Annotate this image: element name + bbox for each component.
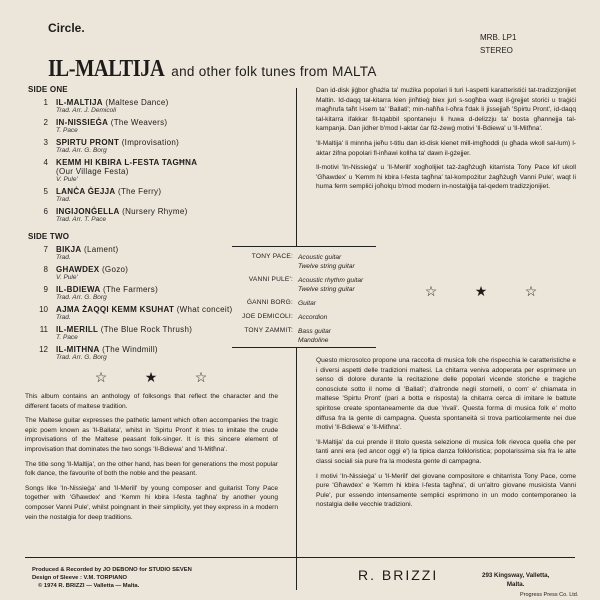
track-title: IL-MITHNA: [56, 345, 100, 354]
track-info: [56, 207, 188, 223]
track-subtitle: (What conceit): [176, 305, 233, 314]
notes-paragraph: The title song 'Il-Maltija', on the other hand, has been for generations the most popular folk dance, the favourite of both the noble and the peasant.: [25, 460, 278, 478]
track-title-line: [56, 245, 118, 254]
musician-instruments: [298, 253, 355, 271]
instrument: Twelve string guitar: [298, 263, 355, 270]
track-row: [28, 98, 278, 114]
track-credit: V. Pule': [56, 176, 78, 183]
star-filled-icon: ★: [474, 283, 488, 299]
notes-paragraph: Dan id-disk jiġbor għażla ta' mużika popolari li turi l-aspetti karatteristiċi tat-tradizzjonijiet Maltin. Id-daqq tal-kitarra kien jinħtieġ biex juri s-sogħba waqt il-ġrejjet storiċi u traġiċi magħrufa taħt l-isem ta' 'Ballati'; min-naħħa l-oħra f'dak li jissejjaħ 'Spirtu Pront', id-daqq tal-kitarra ifakkar fit-tqabbil spontaneju li huwa d-delizzju ta' bosta għannejja tal-kampanja. Dan jidher b'mod l-aktar ċar fiż-żewġ motivi 'Il-Bdiewa' u 'Il-Mitħna'.: [316, 87, 576, 133]
track-title-line: [56, 138, 179, 147]
musician-name: TONY ZAMMIT:: [244, 327, 293, 334]
track-title-line: [56, 285, 158, 294]
track-row: [28, 187, 278, 203]
track-credit: Trad.: [56, 254, 71, 261]
notes-paragraph: This album contains an anthology of folksongs that reflect the character and the different facets of maltese tradition.: [25, 393, 278, 410]
divider-vertical: [296, 347, 297, 590]
track-title-line: [56, 325, 192, 334]
musician-row: [232, 276, 382, 294]
star-outline-icon: ☆: [94, 369, 108, 385]
track-credit: Trad. Arr. G. Borg: [56, 354, 107, 361]
design-credit: Design of Sleeve : V.M. TORPIANO: [32, 575, 128, 581]
track-title: GHAWDEX: [56, 265, 100, 274]
track-title: SPIRTU PRONT: [56, 138, 120, 147]
musicians-credits: [232, 253, 382, 350]
instrument: Guitar: [298, 300, 316, 307]
track-info: [56, 98, 169, 114]
notes-paragraph: 'Il-Maltija' da cui prende il titolo questa selezione di musica folk rievoca quella che per tanti anni era (ed ancor oggi e') la tipica danza folkloristica; popolarissima sia fra le alte classi sociali sia pure fra la modesta gente di campagna.: [316, 438, 576, 465]
track-subtitle: (Gozo): [101, 265, 129, 274]
star-outline-icon: ☆: [524, 283, 538, 299]
publisher-address: [482, 571, 549, 589]
track-info: [56, 138, 179, 154]
record-label: Circle.: [48, 21, 85, 35]
notes-paragraph: The Maltese guitar expresses the pathetic lament which often accompanies the tragic epic poem known as 'Il-Ballata', whilst in 'Spirtu Pront' it tries to imitate the crude improvisations of the Maltese peasant folk-singer. It is this sincere element of improvisation that dominates the two songs 'Il-Bdiewa' and 'Il-Mitħna'.: [25, 417, 278, 453]
track-title-line: [56, 187, 161, 196]
side-one-list: [28, 98, 278, 223]
instrument: Acoustic rhythm guitar: [298, 277, 364, 284]
catalog-info: [480, 31, 516, 57]
track-credit: T. Pace: [56, 127, 78, 134]
track-credit: Trad.: [56, 314, 71, 321]
instrument: Acoustic guitar: [298, 254, 342, 261]
divider-horizontal: [25, 557, 575, 558]
track-number: 1: [43, 98, 48, 107]
track-title-line: [56, 207, 188, 216]
track-credit: T. Pace: [56, 334, 78, 341]
track-title: LANĊA ĠEJJA: [56, 187, 116, 196]
track-subtitle: (Maltese Dance): [105, 98, 169, 107]
title-main: IL-MALTIJA: [48, 56, 165, 82]
track-title-line: [56, 265, 128, 274]
track-number: 3: [43, 138, 48, 147]
track-info: [56, 285, 158, 301]
maltese-notes: [316, 86, 576, 197]
track-number: 8: [43, 265, 48, 274]
track-title: INGIJONĠELLA: [56, 207, 120, 216]
track-title: IL-MERILL: [56, 325, 99, 334]
track-info: [56, 118, 167, 134]
instrument: Mandoline: [298, 337, 329, 344]
producer-credit: Produced & Recorded by JO DEBONO for STUDIO SEVEN: [32, 567, 192, 573]
musician-name: TONY PACE:: [251, 253, 293, 260]
track-subtitle: (The Farmers): [103, 285, 159, 294]
track-title-line: [56, 98, 169, 107]
instrument: Twelve string guitar: [298, 286, 355, 293]
track-credit: Trad. Arr. G. Borg: [56, 147, 107, 154]
track-number: 7: [43, 245, 48, 254]
track-credit: Trad. Arr. T. Pace: [56, 216, 107, 223]
track-number: 10: [39, 305, 48, 314]
side-one-heading: SIDE ONE: [28, 85, 68, 94]
divider-horizontal: [232, 246, 376, 247]
divider-vertical: [296, 88, 297, 246]
track-subtitle: (The Ferry): [118, 187, 162, 196]
musician-row: [232, 327, 382, 345]
copyright: © 1974 R. BRIZZI — Valletta — Malta.: [38, 583, 140, 589]
publisher-name: R. BRIZZI: [358, 567, 439, 583]
track-credit: V. Pule': [56, 274, 78, 281]
track-title-line: [56, 158, 197, 176]
track-title: IN-NISSIEĠA: [56, 118, 109, 127]
track-subtitle: (Our Village Festa): [56, 167, 129, 176]
track-title: AJMA ŻAQQI KEMM KSUHAT: [56, 305, 175, 314]
track-title-line: [56, 305, 232, 314]
musician-instruments: [298, 313, 327, 322]
track-info: [56, 345, 158, 361]
notes-paragraph: Il-motivi 'In-Nissieġa' u 'Il-Merill' xogħolijiet taż-żagħżugħ kitarrista Tony Pace kif ukoll 'Għawdex' u 'Kemm hi kbira l-festa tagħna' tal-kompożitur żagħżugħ Vanni Pule', waqt li huma ferm sempliċi joħolqu b'mod modern in-nostalġija tal-qedem tradizzjonijiet.: [316, 164, 576, 191]
stars-right: [406, 283, 556, 300]
italian-notes: [316, 356, 576, 515]
track-title: IL-BDIEWA: [56, 285, 101, 294]
track-number: 5: [43, 187, 48, 196]
track-title-line: [56, 345, 158, 354]
notes-paragraph: Songs like 'In-Nissieġa' and 'Il-Merill' by young composer and guitarist Tony Pace together with 'Għawdex' and 'Kemm hi kbira l-festa tagħna' by another young composer Vanni Pule', whilst poingnant in their simplicity, yet they express in a modern vein the nostalgia for deep traditions.: [25, 484, 278, 521]
stars-left: [76, 369, 278, 386]
notes-paragraph: 'Il-Maltija' li minnha jieħu t-titlu dan id-disk kienet mill-imgħoddi (u għada wkoll sal-lum) l-aktar żifna popolari fl-inħawi kollha ta' dawn il-gżejjer.: [316, 139, 576, 157]
track-info: [56, 305, 232, 321]
musician-row: [232, 299, 382, 308]
musician-name: VANNI PULE':: [248, 276, 293, 283]
track-subtitle: (Lament): [84, 245, 119, 254]
catalog-number: MRB. LP1: [480, 33, 517, 42]
track-row: [28, 207, 278, 223]
track-title: KEMM HI KBIRA L-FESTA TAGĦNA: [56, 158, 198, 167]
printer-credit: Progress Press Co. Ltd.: [520, 592, 579, 598]
address-line: 293 Kingsway, Valletta,: [482, 572, 550, 579]
track-credit: Trad. Arr. G. Borg: [56, 294, 107, 301]
album-title: [48, 56, 377, 83]
stereo-label: STEREO: [480, 46, 513, 55]
title-sub: and other folk tunes from MALTA: [171, 64, 377, 79]
track-subtitle: (Improvisation): [121, 138, 180, 147]
track-credit: Trad. Arr. J. Demicoli: [56, 107, 117, 114]
track-title: BIKJA: [56, 245, 82, 254]
track-subtitle: (The Weavers): [110, 118, 168, 127]
track-number: 6: [43, 207, 48, 216]
instrument: Accordion: [298, 314, 328, 321]
star-outline-icon: ☆: [194, 369, 208, 385]
instrument: Bass guitar: [298, 328, 331, 335]
track-info: [56, 158, 197, 183]
musician-name: ĠANNI BORG:: [246, 299, 293, 306]
track-row: [28, 158, 278, 183]
musician-instruments: [298, 327, 331, 345]
track-subtitle: (The Blue Rock Thrush): [100, 325, 193, 334]
track-number: 12: [39, 345, 48, 354]
address-line: Malta.: [506, 581, 525, 588]
notes-paragraph: I motivi 'In-Nissieġa' u 'Il-Merill' del giovane compositore e chitarrista Tony Pace, come pure 'Għawdex' e 'Kemm hi kbira l-festa tagħna', di un'altro giovane musicista Vanni Pule', pur essendo intensamente semplici esprimono in un modo contemporaneo la nostalgia delle vecchie tradizioni.: [316, 472, 576, 509]
track-number: 4: [43, 158, 48, 167]
star-outline-icon: ☆: [424, 283, 438, 299]
track-info: [56, 187, 161, 203]
track-number: 2: [43, 118, 48, 127]
track-info: [56, 325, 192, 341]
musician-name: JOE DEMICOLI:: [242, 313, 293, 320]
track-row: [28, 118, 278, 134]
track-title-line: [56, 118, 167, 127]
track-number: 9: [43, 285, 48, 294]
star-filled-icon: ★: [144, 369, 158, 385]
musician-row: [232, 253, 382, 271]
track-number: 11: [39, 325, 48, 334]
musician-instruments: [298, 276, 363, 294]
side-two-heading: SIDE TWO: [28, 232, 70, 241]
track-row: [28, 138, 278, 154]
track-info: [56, 265, 128, 281]
production-credits: [32, 566, 192, 590]
track-credit: Trad.: [56, 196, 71, 203]
track-subtitle: (Nursery Rhyme): [122, 207, 188, 216]
track-info: [56, 245, 118, 261]
track-title: IL-MALTIJA: [56, 98, 103, 107]
musician-instruments: [298, 299, 316, 308]
musician-row: [232, 313, 382, 322]
notes-paragraph: Questo microsolco propone una raccolta di musica folk che rispecchia le caratteristiche e i diversi aspetti delle tradizioni maltesi. La chitarra veniva adoperata per esprimere un senso di dolore durante la recitazione delle popolari vicende storiche e tragiche conosciute sotto il nome di 'Ballati'; d'altronde negli stornelli, o com' e' chiamata in maltese 'Spirtu Pront' (pari a botta e risposta) la chitarra cerca di imitare le battute spiritose create spontaneamente da due 'rivali'. Questa forma di musica folk e' molto diffusa fra la gente di campagna. Questa spontaneità si trova particolarmente nei due motivi 'Il-Bdiewa' e 'Il-Mitħna'.: [316, 357, 576, 432]
track-subtitle: (The Windmill): [102, 345, 158, 354]
english-notes: [25, 392, 278, 527]
